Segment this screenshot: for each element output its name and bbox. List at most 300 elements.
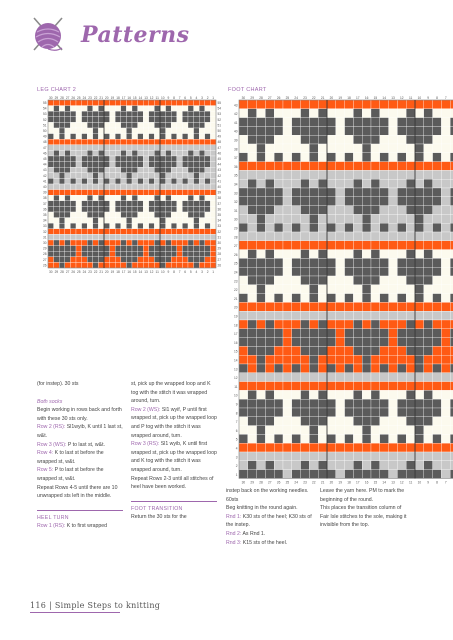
chart-cell [397, 338, 406, 347]
chart-cell [301, 118, 310, 127]
chart-cell [138, 229, 144, 235]
chart-cell [149, 212, 155, 218]
chart-cell [194, 195, 200, 201]
chart-cell [397, 109, 406, 118]
chart-cell [371, 118, 380, 127]
chart-cell [318, 452, 327, 461]
chart-cell [345, 338, 354, 347]
chart-cell [160, 201, 166, 207]
chart-cell [166, 251, 172, 257]
chart-cell [371, 241, 380, 250]
chart-cell [292, 294, 301, 303]
chart-cell [406, 267, 415, 276]
chart-cell [143, 178, 149, 184]
chart-cell [87, 201, 93, 207]
chart-cell [54, 206, 60, 212]
row-number: 46 [42, 151, 47, 156]
chart-cell [166, 145, 172, 151]
chart-cell [327, 461, 336, 470]
chart-cell [188, 240, 194, 246]
chart-cell [283, 302, 292, 311]
chart-cell [199, 100, 205, 106]
chart-cell [98, 111, 104, 117]
chart-cell [210, 184, 216, 190]
chart-cell [248, 267, 257, 276]
chart-cell [345, 355, 354, 364]
chart-cell [353, 470, 362, 479]
chart-cell [154, 251, 160, 257]
chart-cell [292, 258, 301, 267]
chart-cell [154, 122, 160, 128]
chart-cell [205, 251, 211, 257]
chart-cell [126, 257, 132, 263]
chart-cell [353, 118, 362, 127]
row-text: Sl1 wyif, P until first wrapped st, pick up the wrapped loop and P tog with the stitch it was wrapped around, turn. [131, 406, 217, 439]
chart-cell [205, 111, 211, 117]
chart-cell [371, 109, 380, 118]
chart-cell [98, 134, 104, 140]
chart-cell [389, 434, 398, 443]
chart-cell [110, 251, 116, 257]
chart-cell [345, 232, 354, 241]
chart-cell [48, 100, 54, 106]
chart-cell [309, 250, 318, 259]
chart-cell [138, 240, 144, 246]
chart-cell [248, 100, 257, 109]
chart-cell [424, 170, 433, 179]
chart-cell [441, 276, 450, 285]
chart-cell [424, 470, 433, 479]
column-number: 16 [364, 95, 369, 100]
chart-cell [194, 218, 200, 224]
chart-cell [126, 229, 132, 235]
chart-cell [76, 246, 82, 252]
chart-cell [274, 144, 283, 153]
chart-cell [274, 355, 283, 364]
chart-cell [353, 170, 362, 179]
chart-cell [353, 188, 362, 197]
chart-cell [283, 426, 292, 435]
chart-cell [415, 118, 424, 127]
column-number: 12 [400, 95, 404, 100]
column-number: 8 [436, 95, 438, 100]
chart-cell [301, 223, 310, 232]
chart-cell [110, 234, 116, 240]
chart-cell [433, 126, 442, 135]
row-number: 48 [42, 140, 47, 145]
chart-cell [104, 145, 110, 151]
chart-cell [380, 109, 389, 118]
chart-cell [182, 212, 188, 218]
column-number: 4 [195, 95, 198, 100]
chart-cell [248, 408, 257, 417]
chart-cell [248, 285, 257, 294]
chart-cell [265, 417, 274, 426]
chart-cell [292, 197, 301, 206]
row-number: 29 [233, 226, 238, 231]
chart-cell [371, 294, 380, 303]
chart-cell [424, 179, 433, 188]
chart-cell [188, 156, 194, 162]
chart-cell [362, 311, 371, 320]
chart-cell [441, 452, 450, 461]
foot-chart-title: FOOT CHART [228, 87, 267, 93]
chart-cell [205, 240, 211, 246]
chart-cell [126, 150, 132, 156]
chart-cell [415, 320, 424, 329]
chart-cell [239, 311, 248, 320]
chart-cell [380, 241, 389, 250]
text-column-3 [226, 487, 314, 547]
chart-cell [65, 195, 71, 201]
chart-cell [371, 170, 380, 179]
chart-cell [104, 257, 110, 263]
chart-cell [65, 234, 71, 240]
chart-cell [138, 139, 144, 145]
chart-cell [274, 223, 283, 232]
chart-cell [265, 223, 274, 232]
chart-cell [149, 201, 155, 207]
chart-cell [336, 170, 345, 179]
chart-cell [54, 122, 60, 128]
chart-cell [415, 232, 424, 241]
chart-cell [441, 408, 450, 417]
chart-cell [345, 144, 354, 153]
chart-cell [76, 184, 82, 190]
chart-cell [292, 329, 301, 338]
chart-cell [362, 162, 371, 171]
chart-cell [199, 128, 205, 134]
chart-cell [54, 162, 60, 168]
chart-cell [121, 100, 127, 106]
chart-cell [115, 251, 121, 257]
chart-cell [205, 201, 211, 207]
chart-cell [248, 109, 257, 118]
chart-cell [65, 184, 71, 190]
chart-cell [239, 470, 248, 479]
chart-cell [110, 111, 116, 117]
chart-cell [115, 201, 121, 207]
row-number: 53 [42, 112, 47, 117]
row-number: 36 [233, 164, 238, 169]
chart-cell [265, 267, 274, 276]
chart-cell [98, 178, 104, 184]
chart-cell [70, 190, 76, 196]
chart-cell [441, 382, 450, 391]
chart-cell [177, 184, 183, 190]
chart-cell [406, 109, 415, 118]
chart-cell [327, 144, 336, 153]
chart-cell [115, 156, 121, 162]
chart-cell [327, 434, 336, 443]
chart-cell [239, 417, 248, 426]
chart-cell [188, 117, 194, 123]
chart-cell [397, 390, 406, 399]
chart-cell [257, 373, 266, 382]
chart-cell [283, 355, 292, 364]
chart-cell [126, 201, 132, 207]
column-number: 26 [71, 270, 75, 274]
chart-cell [182, 218, 188, 224]
chart-cell [182, 134, 188, 140]
chart-cell [93, 162, 99, 168]
chart-cell [318, 109, 327, 118]
chart-cell [424, 285, 433, 294]
row-number: 34 [42, 218, 47, 223]
chart-cell [362, 276, 371, 285]
chart-cell [318, 390, 327, 399]
chart-cell [353, 320, 362, 329]
chart-cell [397, 197, 406, 206]
chart-cell [188, 162, 194, 168]
row-number: 39 [217, 190, 222, 195]
chart-cell [415, 434, 424, 443]
chart-cell [138, 156, 144, 162]
chart-cell [65, 162, 71, 168]
chart-cell [54, 257, 60, 263]
chart-cell [59, 106, 65, 112]
chart-cell [121, 139, 127, 145]
chart-cell [205, 234, 211, 240]
chart-cell [194, 128, 200, 134]
row-text: K to last st before the wrapped st, w&t. [37, 450, 104, 465]
chart-cell [199, 178, 205, 184]
column-number: 7 [178, 95, 181, 100]
chart-cell [132, 190, 138, 196]
column-number: 25 [285, 95, 290, 100]
chart-cell [274, 417, 283, 426]
chart-cell [406, 206, 415, 215]
chart-cell [345, 267, 354, 276]
chart-cell [301, 443, 310, 452]
chart-cell [76, 234, 82, 240]
chart-cell [309, 399, 318, 408]
chart-cell [397, 452, 406, 461]
chart-cell [415, 170, 424, 179]
chart-cell [154, 223, 160, 229]
chart-cell [149, 111, 155, 117]
chart-cell [54, 234, 60, 240]
chart-cell [362, 329, 371, 338]
chart-cell [415, 399, 424, 408]
chart-cell [82, 234, 88, 240]
row-number: 3 [235, 455, 238, 460]
chart-cell [433, 109, 442, 118]
chart-cell [154, 240, 160, 246]
chart-cell [76, 100, 82, 106]
chart-cell [336, 100, 345, 109]
chart-cell [154, 111, 160, 117]
chart-cell [248, 232, 257, 241]
chart-cell [54, 128, 60, 134]
chart-cell [166, 223, 172, 229]
chart-cell [389, 170, 398, 179]
chart-cell [292, 223, 301, 232]
chart-cell [283, 390, 292, 399]
chart-cell [177, 257, 183, 263]
chart-cell [138, 145, 144, 151]
chart-cell [283, 232, 292, 241]
chart-cell [353, 399, 362, 408]
chart-cell [389, 214, 398, 223]
chart-cell [115, 218, 121, 224]
chart-cell [257, 258, 266, 267]
chart-cell [149, 223, 155, 229]
chart-cell [433, 285, 442, 294]
chart-cell [301, 258, 310, 267]
chart-cell [406, 162, 415, 171]
chart-cell [292, 373, 301, 382]
row-number: 27 [217, 257, 222, 262]
chart-cell [65, 218, 71, 224]
chart-cell [177, 139, 183, 145]
chart-cell [199, 117, 205, 123]
chart-cell [371, 434, 380, 443]
chart-cell [274, 214, 283, 223]
chart-cell [248, 434, 257, 443]
chart-cell [327, 153, 336, 162]
chart-cell [121, 206, 127, 212]
chart-cell [188, 223, 194, 229]
chart-cell [248, 223, 257, 232]
chart-cell [433, 197, 442, 206]
chart-cell [205, 229, 211, 235]
chart-cell [70, 100, 76, 106]
chart-cell [104, 106, 110, 112]
chart-cell [126, 240, 132, 246]
chart-cell [336, 241, 345, 250]
chart-cell [327, 267, 336, 276]
chart-cell [182, 111, 188, 117]
chart-cell [239, 452, 248, 461]
chart-cell [265, 144, 274, 153]
chart-cell [336, 434, 345, 443]
column-number: 30 [49, 95, 53, 100]
chart-cell [248, 276, 257, 285]
chart-cell [353, 355, 362, 364]
chart-cell [309, 232, 318, 241]
chart-cell [424, 258, 433, 267]
chart-cell [87, 251, 93, 257]
chart-cell [415, 426, 424, 435]
chart-cell [110, 162, 116, 168]
chart-cell [194, 206, 200, 212]
row-number: 10 [233, 393, 238, 398]
row-number: 36 [217, 207, 222, 212]
chart-cell [415, 311, 424, 320]
chart-cell [301, 434, 310, 443]
chart-cell [160, 178, 166, 184]
chart-cell [160, 173, 166, 179]
chart-cell [265, 452, 274, 461]
chart-cell [380, 390, 389, 399]
chart-cell [353, 285, 362, 294]
chart-cell [380, 206, 389, 215]
chart-cell [424, 206, 433, 215]
chart-cell [362, 258, 371, 267]
column-number: 19 [338, 480, 342, 485]
chart-cell [70, 201, 76, 207]
chart-cell [182, 117, 188, 123]
chart-cell [143, 240, 149, 246]
chart-cell [194, 122, 200, 128]
chart-cell [166, 201, 172, 207]
chart-cell [441, 118, 450, 127]
chart-cell [327, 346, 336, 355]
chart-cell [424, 355, 433, 364]
chart-cell [424, 373, 433, 382]
row-number: 43 [217, 168, 222, 173]
chart-cell [327, 426, 336, 435]
chart-cell [389, 364, 398, 373]
chart-cell [104, 134, 110, 140]
chart-cell [424, 197, 433, 206]
chart-cell [82, 257, 88, 263]
chart-cell [309, 434, 318, 443]
chart-cell [345, 399, 354, 408]
chart-cell [76, 139, 82, 145]
chart-cell [257, 461, 266, 470]
chart-cell [389, 109, 398, 118]
column-number: 6 [184, 95, 187, 100]
chart-cell [239, 294, 248, 303]
chart-cell [210, 145, 216, 151]
chart-cell [121, 218, 127, 224]
chart-cell [82, 251, 88, 257]
chart-cell [353, 223, 362, 232]
chart-cell [265, 188, 274, 197]
rnd-text: K30 sts of the heel; K30 sts of the instep. [226, 513, 312, 529]
chart-cell [76, 240, 82, 246]
chart-cell [115, 128, 121, 134]
chart-cell [82, 229, 88, 235]
chart-cell [371, 443, 380, 452]
chart-cell [362, 267, 371, 276]
chart-cell [257, 109, 266, 118]
chart-cell [309, 267, 318, 276]
chart-cell [182, 223, 188, 229]
chart-cell [441, 329, 450, 338]
chart-cell [166, 246, 172, 252]
chart-cell [177, 100, 183, 106]
chart-cell [154, 234, 160, 240]
row-number: 15 [233, 349, 238, 354]
chart-cell [292, 443, 301, 452]
chart-cell [205, 190, 211, 196]
chart-cell [154, 117, 160, 123]
chart-cell [336, 390, 345, 399]
chart-cell [70, 145, 76, 151]
chart-cell [239, 206, 248, 215]
chart-cell [138, 201, 144, 207]
row-label: Row 3 (RS): [131, 441, 160, 448]
chart-cell [248, 320, 257, 329]
chart-cell [115, 162, 121, 168]
chart-cell [257, 188, 266, 197]
chart-cell [301, 276, 310, 285]
chart-cell [199, 246, 205, 252]
chart-cell [149, 128, 155, 134]
chart-cell [257, 197, 266, 206]
chart-cell [415, 276, 424, 285]
chart-cell [415, 241, 424, 250]
chart-cell [149, 240, 155, 246]
chart-cell [76, 117, 82, 123]
chart-cell [327, 452, 336, 461]
chart-cell [309, 109, 318, 118]
chart-cell [424, 461, 433, 470]
chart-cell [265, 109, 274, 118]
